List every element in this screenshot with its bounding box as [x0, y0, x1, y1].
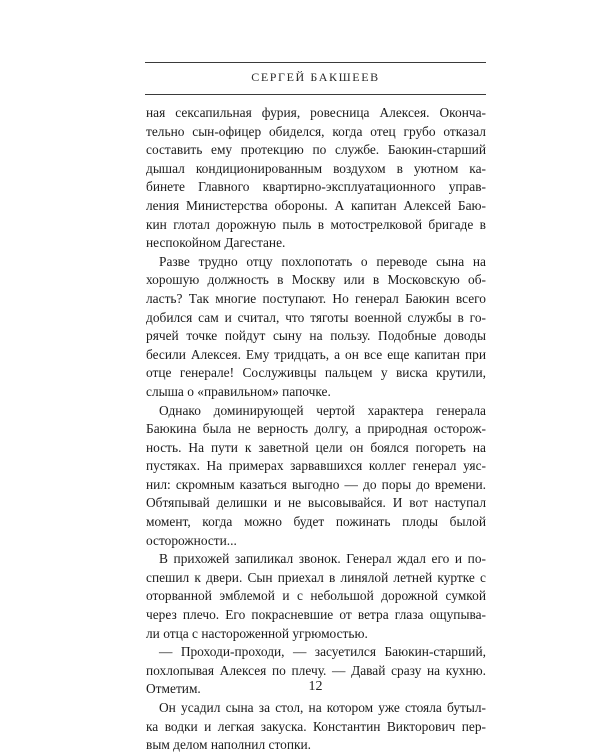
text-line: Однако доминирующей чертой характера генерала — [159, 402, 486, 418]
text-line: слыша о «правильном» папочке. — [146, 383, 331, 399]
text-line: ная сексапильная фурия, ровесница Алексея. Оконча- — [146, 105, 486, 120]
text-line: бинете Главного квартирно-эксплуатационного управ- — [146, 179, 486, 195]
text-line: Баюкина была не верность долгу, а природная осторож- — [146, 421, 486, 437]
text-line: вым делом наполнил стопки. — [146, 737, 312, 753]
text-line: Отметим. — [146, 681, 201, 697]
text-line: ласть? Так многие поступают. Но генерал Баюкин всего — [146, 290, 486, 306]
text-line: рячей точке пойдут сыну на пользу. Подобные доводы — [146, 328, 486, 344]
paragraph — [146, 253, 486, 402]
page-number: 12 — [308, 679, 323, 694]
text-line: ли отца с настороженной угрюмостью. — [146, 625, 368, 641]
text-line: ность. На пути к заветной цели он боялся погореть на — [146, 439, 486, 455]
text-line: составить ему протекцию по службе. Баюкин-старший — [146, 142, 486, 158]
text-line: дышал кондиционированным воздухом в уютном ка- — [146, 160, 486, 176]
text-line: момент, когда можно будет пожинать плоды былой — [146, 514, 486, 530]
text-line: неспокойном Дагестане. — [146, 235, 286, 251]
paragraph — [146, 550, 486, 643]
text-line: ка водки и легкая закуска. Константин Викторович пер- — [146, 718, 486, 734]
text-line: Разве трудно отцу похлопотать о переводе сына на — [159, 253, 486, 269]
text-line: отце генерале! Сослуживцы пальцем у виска крутили, — [146, 365, 486, 381]
running-head: СЕРГЕЙ БАКШЕЕВ — [251, 70, 380, 84]
text-line: похлопывая Алексея по плечу. — Давай сразу на кухню. — [146, 662, 486, 678]
text-line: пустяках. На примерах зарвавшихся коллег генерал уяс- — [146, 458, 486, 474]
body-text — [146, 104, 486, 755]
header-rule-bottom — [145, 94, 486, 95]
text-line: Обтяпывай делишки и не высовывайся. И вот наступал — [146, 495, 486, 511]
text-line: оторванной эмблемой и с небольшой дорожной сумкой — [146, 588, 486, 604]
text-line: спешил к двери. Сын приехал в линялой летней куртке с — [146, 569, 486, 585]
text-line: тельно сын-офицер обиделся, когда отец грубо отказал — [146, 123, 486, 139]
text-line: через плечо. Его покрасневшие от ветра глаза ощупыва- — [146, 607, 486, 623]
header-rule-top — [145, 62, 486, 63]
text-line: — Проходи-проходи, — засуетился Баюкин-старший, — [159, 644, 486, 660]
text-line: хорошую должность в Москву или в Московскую об- — [146, 272, 486, 288]
text-line: ления Министерства обороны. А капитан Алексей Баю- — [146, 197, 486, 213]
text-line: добился сам и считал, что тяготы военной службы в го- — [146, 309, 486, 325]
paragraph — [146, 699, 486, 755]
text-line: В прихожей запиликал звонок. Генерал ждал его и по- — [159, 551, 486, 567]
text-line: осторожности... — [146, 532, 237, 548]
text-line: бесили Алексея. Ему тридцать, а он все еще капитан при — [146, 346, 486, 362]
text-line: Он усадил сына за стол, на котором уже стояла бутыл- — [159, 700, 486, 715]
text-line: кин глотал дорожную пыль в мотострелковой бригаде в — [146, 216, 486, 232]
paragraph — [146, 402, 486, 551]
text-line: нил: скромным казаться выгодно — до поры до времени. — [146, 476, 486, 492]
paragraph — [146, 104, 486, 253]
